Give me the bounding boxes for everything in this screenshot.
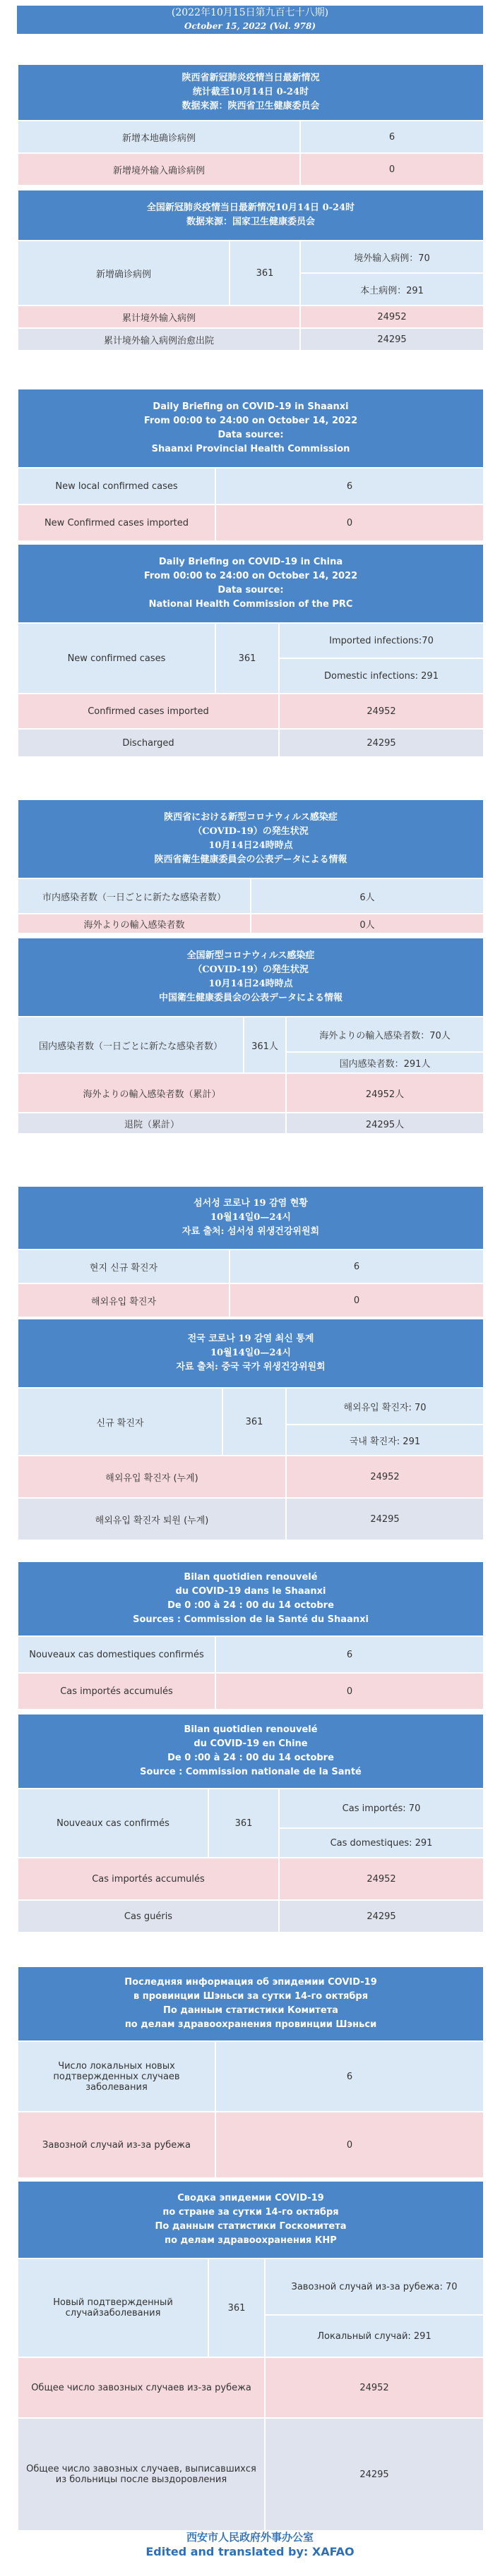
ru-new-label: Новый подтвержденный случайзаболевания — [18, 2258, 208, 2357]
ko-row-value: 0 — [230, 1283, 484, 1317]
en-province-title: Daily Briefing on COVID-19 in Shaanxi From 00:00 to 24:00 on October 14, 2022 Data source: Shaanxi Provincial Health Commission — [18, 389, 484, 468]
fr-province-title: Bilan quotidien renouvelé du COVID-19 dans le Shaanxi De 0 :00 à 24 : 00 du 14 octobre Sources : Commission de la Santé du Shaanxi — [18, 1561, 484, 1636]
en-dis-value: 24295 — [279, 729, 484, 757]
cn-domestic: 本土病例：291 — [300, 273, 484, 306]
cn-dis-label: 累计境外输入病例治愈出院 — [18, 328, 300, 351]
cn-row-value: 0 — [300, 153, 484, 186]
footer-organization: 西安市人民政府外事办公室 — [186, 2531, 314, 2544]
ru-province-title: Последняя информация об эпидемии COVID-19 в провинции Шэньси за сутки 14-го октября По данным статистики Комитета по делам здравоохранения провинции Шэньси — [18, 1966, 484, 2041]
cn-row-label: 新增本地确诊病例 — [18, 121, 300, 153]
ja-domestic: 国内感染者数：291人 — [286, 1052, 484, 1073]
cn-province-table — [17, 64, 484, 186]
ru-national-table — [17, 2180, 484, 2532]
en-cum-label: Confirmed cases imported — [18, 694, 279, 729]
en-row-value: 0 — [215, 504, 484, 541]
fr-imported: Cas importés: 70 — [279, 1789, 484, 1828]
fr-dis-value: 24295 — [279, 1900, 484, 1933]
ko-province-table — [17, 1185, 484, 1318]
fr-row-value: 6 — [215, 1636, 484, 1673]
fr-dis-label: Cas guéris — [18, 1900, 279, 1933]
ja-row-value: 6人 — [251, 878, 484, 914]
ru-dis-value: 24295 — [265, 2418, 484, 2531]
ja-new-total: 361人 — [244, 1017, 286, 1073]
fr-row-value: 0 — [215, 1673, 484, 1710]
footer-credit: Edited and translated by: XAFAO — [145, 2545, 355, 2558]
cn-imported: 境外输入病例：70 — [300, 241, 484, 273]
fr-cum-value: 24952 — [279, 1858, 484, 1900]
en-row-value: 6 — [215, 468, 484, 504]
ko-imported: 해외유입 확진자: 70 — [286, 1388, 484, 1425]
ru-province-table — [17, 1966, 484, 2179]
en-row-label: New Confirmed cases imported — [18, 504, 215, 541]
ja-row-label: 市内感染者数（一日ごとに新たな感染者数） — [18, 878, 251, 914]
ja-imported: 海外よりの輸入感染者数：70人 — [286, 1017, 484, 1052]
ja-dis-value: 24295人 — [286, 1113, 484, 1134]
cn-new-label: 新增确诊病例 — [18, 241, 230, 306]
en-national-table — [17, 543, 484, 758]
ja-national-table — [17, 937, 484, 1135]
issue-date-en: October 15, 2022 (Vol. 978) — [184, 21, 316, 31]
ko-cum-value: 24952 — [286, 1456, 484, 1498]
cn-new-total: 361 — [230, 241, 300, 306]
fr-row-label: Cas importés accumulés — [18, 1673, 215, 1710]
ru-national-title: Сводка эпидемии COVID-19 по стране за сутки 14-го октября По данным статистики Госкомитета по делам здравоохранения КНР — [18, 2181, 484, 2258]
cn-national-table — [17, 189, 484, 351]
ja-dis-label: 退院（累計） — [18, 1113, 286, 1134]
ru-domestic: Локальный случай: 291 — [265, 2315, 484, 2357]
cn-cum-label: 累计境外输入病例 — [18, 306, 300, 328]
ru-imported: Завозной случай из-за рубежа: 70 — [265, 2258, 484, 2315]
ru-new-total: 361 — [208, 2258, 265, 2357]
ru-row-value: 0 — [215, 2112, 484, 2178]
fr-cum-label: Cas importés accumulés — [18, 1858, 279, 1900]
cn-national-title: 全国新冠肺炎疫情当日最新情况10月14日 0-24时 数据来源：国家卫生健康委员会 — [18, 190, 484, 241]
en-dis-label: Discharged — [18, 729, 279, 757]
en-province-table — [17, 388, 484, 542]
ko-cum-label: 해외유입 확진자 (누계) — [18, 1456, 286, 1498]
ja-province-title: 陝西省における新型コロナウィルス感染症 （COVID-19）の発生状況 10月14日24時時点 陝西省衛生健康委員会の公表データによる情報 — [18, 799, 484, 878]
fr-province-table — [17, 1561, 484, 1710]
fr-new-label: Nouveaux cas confirmés — [18, 1789, 208, 1858]
fr-domestic: Cas domestiques: 291 — [279, 1828, 484, 1858]
ru-row-value: 6 — [215, 2041, 484, 2112]
ko-row-value: 6 — [230, 1250, 484, 1283]
en-imported: Imported infections:70 — [279, 623, 484, 658]
ko-dis-value: 24295 — [286, 1498, 484, 1540]
ko-domestic: 국내 확진자: 291 — [286, 1425, 484, 1456]
issue-date-cn: (2022年10月15日第九百七十八期) — [171, 7, 329, 18]
ru-row-label: Завозной случай из-за рубежа — [18, 2112, 215, 2178]
ja-province-table — [17, 799, 484, 934]
ja-cum-label: 海外よりの輸入感染者数（累計） — [18, 1073, 286, 1113]
ko-national-title: 전국 코로나 19 감염 최신 통계 10월14일0—24시 자료 출처: 중국 국가 위생건강위원회 — [18, 1319, 484, 1388]
ru-dis-label: Общее число завозных случаев, выписавшихся из больницы после выздоровления — [18, 2418, 265, 2531]
fr-national-title: Bilan quotidien renouvelé du COVID-19 en Chine De 0 :00 à 24 : 00 du 14 octobre Source : Commission nationale de la Santé — [18, 1714, 484, 1789]
en-domestic: Domestic infections: 291 — [279, 658, 484, 694]
en-new-label: New confirmed cases — [18, 623, 215, 694]
ja-row-value: 0人 — [251, 914, 484, 933]
ko-national-table — [17, 1318, 484, 1541]
fr-row-label: Nouveaux cas domestiques confirmés — [18, 1636, 215, 1673]
en-cum-value: 24952 — [279, 694, 484, 729]
ru-row-label: Число локальных новых подтвержденных случаев заболевания — [18, 2041, 215, 2112]
en-row-label: New local confirmed cases — [18, 468, 215, 504]
ko-new-total: 361 — [222, 1388, 286, 1456]
cn-cum-value: 24952 — [300, 306, 484, 328]
ja-new-label: 国内感染者数（一日ごとに新たな感染者数） — [18, 1017, 244, 1073]
ru-cum-value: 24952 — [265, 2357, 484, 2418]
fr-new-total: 361 — [208, 1789, 279, 1858]
ko-row-label: 해외유입 확진자 — [18, 1283, 230, 1317]
ja-national-title: 全国新型コロナウィルス感染症 （COVID-19）の発生状況 10月14日24時時点 中国衛生健康委員会の公表データによる情報 — [18, 938, 484, 1017]
ja-row-label: 海外よりの輸入感染者数 — [18, 914, 251, 933]
ko-dis-label: 해외유입 확진자 퇴원 (누계) — [18, 1498, 286, 1540]
cn-province-title: 陕西省新冠肺炎疫情当日最新情况 统计截至10月14日 0-24时 数据来源：陕西省卫生健康委员会 — [18, 64, 484, 121]
ja-cum-value: 24952人 — [286, 1073, 484, 1113]
fr-national-table — [17, 1713, 484, 1933]
ru-cum-label: Общее число завозных случаев из-за рубежа — [18, 2357, 265, 2418]
issue-banner — [17, 6, 483, 34]
ko-province-title: 섬서성 코로나 19 감염 현황 10월14일0—24시 자료 출처: 섬서성 위생건강위원회 — [18, 1186, 484, 1250]
en-national-title: Daily Briefing on COVID-19 in China From 00:00 to 24:00 on October 14, 2022 Data source: National Health Commission of the PRC — [18, 544, 484, 623]
cn-row-value: 6 — [300, 121, 484, 153]
ko-new-label: 신규 확진자 — [18, 1388, 222, 1456]
cn-row-label: 新增境外输入确诊病例 — [18, 153, 300, 186]
en-new-total: 361 — [215, 623, 279, 694]
ko-row-label: 현지 신규 확진자 — [18, 1250, 230, 1283]
cn-dis-value: 24295 — [300, 328, 484, 351]
